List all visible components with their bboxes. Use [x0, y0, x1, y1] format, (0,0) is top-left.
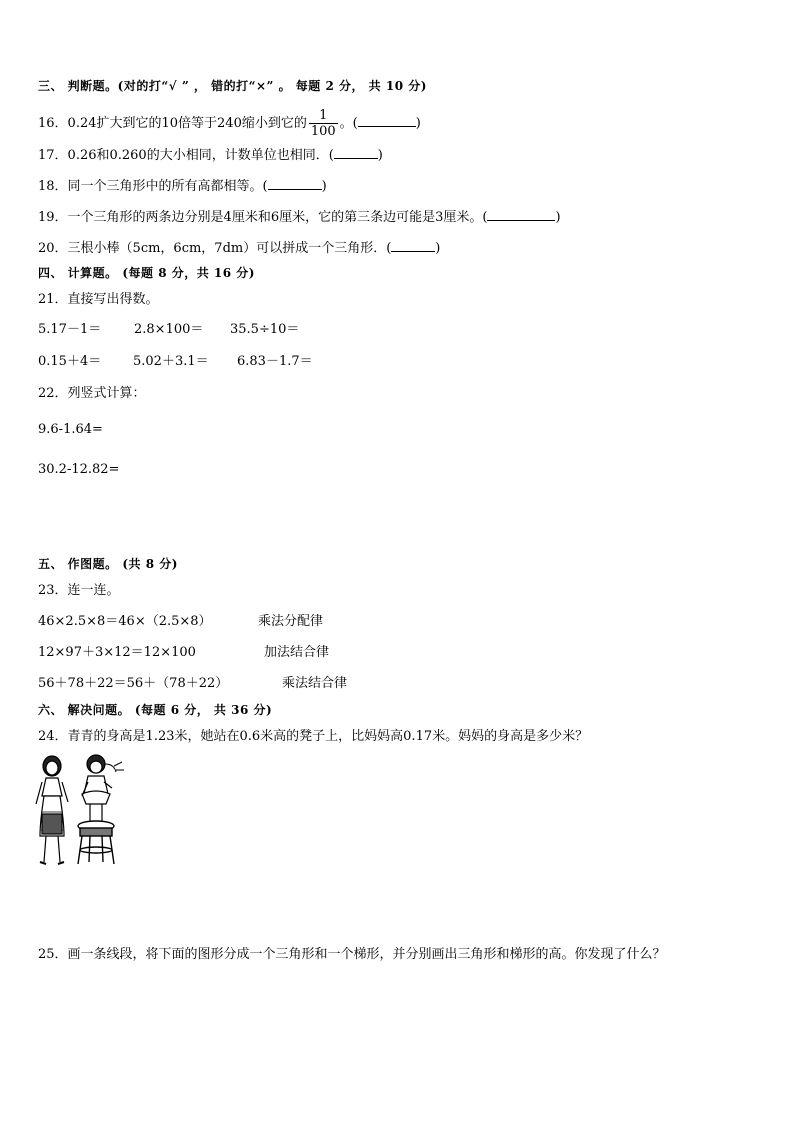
- vertical-calc-1: 9.6-1.64=: [38, 422, 103, 437]
- section-3-title: 三、 判断题。(对的打“√ ” ， 错的打“×” 。 每题 2 分， 共 10 分): [38, 79, 427, 93]
- section-4-title: 四、 计算题。 (每题 8 分，共 16 分): [38, 266, 255, 280]
- q20-text: 20．三根小棒（5cm，6cm，7dm）可以拼成一个三角形．(: [38, 241, 392, 256]
- mother-figure: [36, 756, 68, 864]
- q16-text: 16．0.24扩大到它的10倍等于240缩小到它的: [38, 116, 307, 131]
- answer-blank-18[interactable]: [268, 178, 322, 190]
- match-left-2: 12×97＋3×12＝12×100: [38, 645, 196, 660]
- match-right-3: 乘法结合律: [282, 676, 348, 691]
- calc-item: 5.02＋3.1＝: [133, 354, 209, 369]
- q16-paren: 。(: [339, 116, 358, 131]
- fraction-numerator: 1: [309, 108, 338, 124]
- question-21: 21．直接写出得数。: [38, 292, 159, 307]
- stool: [78, 821, 114, 864]
- question-23: 23．连一连。: [38, 583, 120, 598]
- q18-text: 18．同一个三角形中的所有高都相等。(: [38, 179, 268, 194]
- question-18: [38, 178, 327, 195]
- answer-blank-20[interactable]: [391, 240, 435, 252]
- question-16: [38, 108, 421, 139]
- calc-item: 6.83－1.7＝: [237, 354, 313, 369]
- match-left-1: 46×2.5×8＝46×（2.5×8）: [38, 614, 212, 629]
- q17-text: 17．0.26和0.260的大小相同，计数单位也相同．(: [38, 148, 334, 163]
- girl-figure: [82, 755, 124, 822]
- question-24: 24．青青的身高是1.23米，她站在0.6米高的凳子上，比妈妈高0.17米。妈妈的身高是多少米？: [38, 729, 589, 744]
- calc-item: 5.17－1＝: [38, 322, 102, 337]
- answer-blank-16[interactable]: [358, 115, 416, 127]
- close-paren: ): [321, 179, 327, 194]
- question-25: 25．画一条线段，将下面的图形分成一个三角形和一个梯形，并分别画出三角形和梯形的高。你发现了什么？: [38, 947, 666, 962]
- fraction-denominator: 100: [310, 124, 336, 139]
- match-left-3: 56＋78＋22＝56＋（78＋22）: [38, 676, 229, 691]
- question-22: 22．列竖式计算：: [38, 386, 146, 401]
- answer-blank-17[interactable]: [334, 147, 378, 159]
- fraction-1-100: [309, 108, 338, 139]
- question-19: [38, 209, 561, 226]
- close-paren: ): [377, 148, 383, 163]
- section-6-title: 六、 解决问题。 (每题 6 分， 共 36 分): [38, 703, 273, 717]
- q19-text: 19．一个三角形的两条边分别是4厘米和6厘米，它的第三条边可能是3厘米。(: [38, 210, 488, 225]
- question-20: [38, 240, 440, 257]
- close-paren: ): [555, 210, 561, 225]
- vertical-calc-2: 30.2-12.82=: [38, 462, 120, 477]
- mother-and-girl-illustration: [32, 752, 132, 872]
- section-5-title: 五、 作图题。 (共 8 分): [38, 557, 178, 571]
- calc-item: 35.5÷10＝: [230, 322, 300, 337]
- calc-item: 2.8×100＝: [134, 322, 204, 337]
- match-right-2: 加法结合律: [264, 645, 330, 660]
- question-17: [38, 147, 383, 164]
- close-paren: ): [415, 116, 421, 131]
- close-paren: ): [435, 241, 441, 256]
- calc-item: 0.15＋4＝: [38, 354, 102, 369]
- match-right-1: 乘法分配律: [258, 614, 324, 629]
- answer-blank-19[interactable]: [487, 209, 555, 221]
